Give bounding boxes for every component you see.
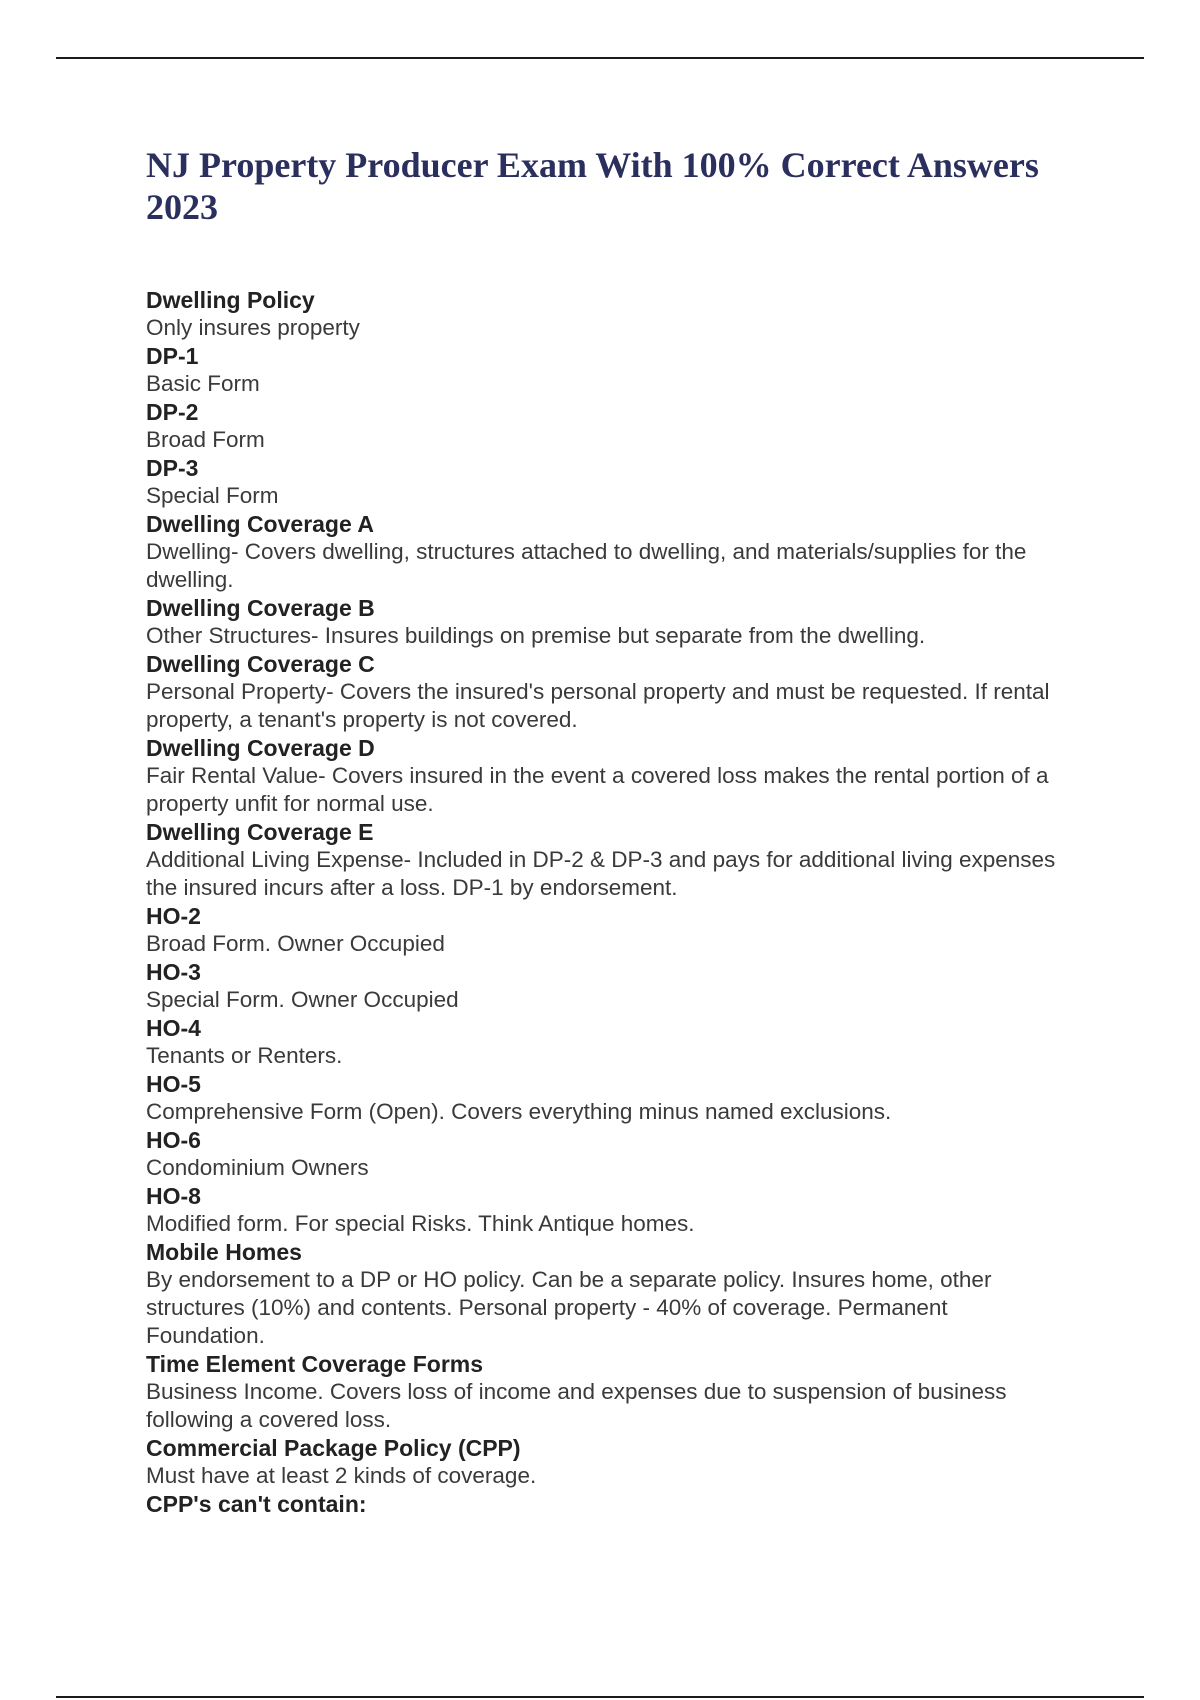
definition: Basic Form: [146, 371, 260, 396]
definition: Condominium Owners: [146, 1155, 369, 1180]
qa-item: [146, 1350, 1066, 1434]
qa-item: [146, 1126, 1066, 1182]
qa-item: [146, 594, 1066, 650]
qa-item: [146, 958, 1066, 1014]
qa-item: [146, 734, 1066, 818]
term: Dwelling Coverage C: [146, 651, 375, 677]
term: HO-4: [146, 1015, 201, 1041]
definition: Broad Form: [146, 427, 265, 452]
definition: Special Form: [146, 483, 279, 508]
qa-item: [146, 342, 1066, 398]
bottom-rule: [56, 1696, 1144, 1698]
qa-item: [146, 1490, 1066, 1518]
qa-item: [146, 650, 1066, 734]
qa-item: [146, 1014, 1066, 1070]
term: Mobile Homes: [146, 1239, 302, 1265]
definition: Dwelling- Covers dwelling, structures attached to dwelling, and materials/supplies for the dwelling.: [146, 539, 1027, 592]
term: Time Element Coverage Forms: [146, 1351, 484, 1377]
term: Dwelling Coverage A: [146, 511, 374, 537]
qa-item: [146, 286, 1066, 342]
term: Dwelling Policy: [146, 287, 315, 313]
qa-item: [146, 454, 1066, 510]
qa-item: [146, 818, 1066, 902]
definition: Only insures property: [146, 315, 360, 340]
definition: Additional Living Expense- Included in DP-2 & DP-3 and pays for additional living expenses the insured incurs after a loss. DP-1 by endorsement.: [146, 847, 1056, 900]
definition: Other Structures- Insures buildings on premise but separate from the dwelling.: [146, 623, 926, 648]
term: HO-3: [146, 959, 201, 985]
top-rule: [56, 57, 1144, 59]
definition: Personal Property- Covers the insured's personal property and must be requested. If rental property, a tenant's property is not covered.: [146, 679, 1050, 732]
page-title: NJ Property Producer Exam With 100% Correct Answers 2023: [146, 145, 1039, 227]
term: DP-2: [146, 399, 199, 425]
qa-item: [146, 398, 1066, 454]
term: HO-2: [146, 903, 201, 929]
qa-item: [146, 1434, 1066, 1490]
term: HO-6: [146, 1127, 201, 1153]
definition: Special Form. Owner Occupied: [146, 987, 459, 1012]
term: HO-5: [146, 1071, 201, 1097]
qa-item: [146, 1238, 1066, 1350]
term: DP-3: [146, 455, 199, 481]
definition: Fair Rental Value- Covers insured in the event a covered loss makes the rental portion of a property unfit for normal use.: [146, 763, 1049, 816]
definition: Comprehensive Form (Open). Covers everything minus named exclusions.: [146, 1099, 892, 1124]
definition: Business Income. Covers loss of income and expenses due to suspension of business following a covered loss.: [146, 1379, 1007, 1432]
qa-list: [146, 286, 1066, 1518]
definition: Must have at least 2 kinds of coverage.: [146, 1463, 537, 1488]
qa-item: [146, 1182, 1066, 1238]
term: Dwelling Coverage E: [146, 819, 374, 845]
term: Dwelling Coverage B: [146, 595, 375, 621]
term: Commercial Package Policy (CPP): [146, 1435, 521, 1461]
term: CPP's can't contain:: [146, 1491, 367, 1517]
definition: Tenants or Renters.: [146, 1043, 343, 1068]
definition: Broad Form. Owner Occupied: [146, 931, 445, 956]
qa-item: [146, 902, 1066, 958]
qa-item: [146, 510, 1066, 594]
term: Dwelling Coverage D: [146, 735, 375, 761]
term: HO-8: [146, 1183, 201, 1209]
qa-item: [146, 1070, 1066, 1126]
definition: Modified form. For special Risks. Think Antique homes.: [146, 1211, 695, 1236]
term: DP-1: [146, 343, 199, 369]
definition: By endorsement to a DP or HO policy. Can be a separate policy. Insures home, other structures (10%) and contents. Personal property - 40% of coverage. Permanent Foundation.: [146, 1267, 992, 1348]
